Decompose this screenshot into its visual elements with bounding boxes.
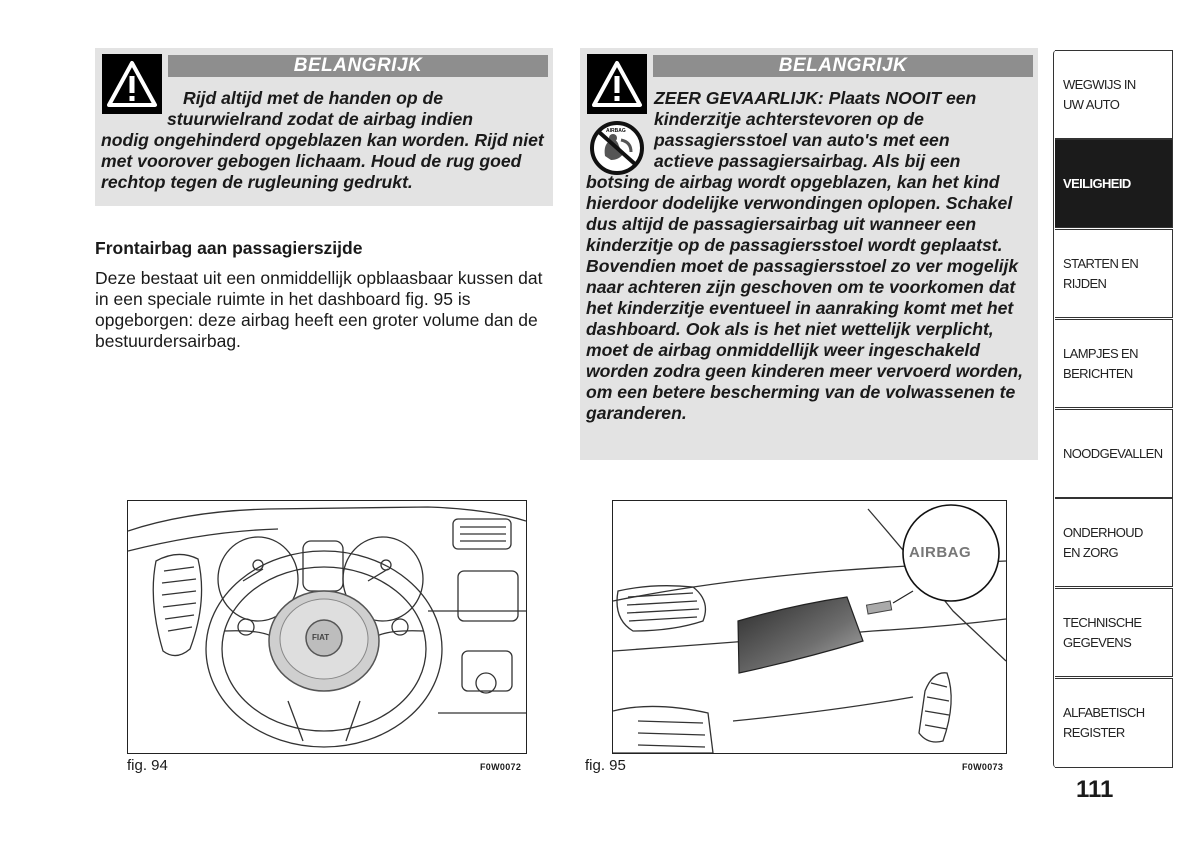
left-warning-line2: stuurwielrand zodat de airbag indien xyxy=(167,109,473,129)
figure-94-steering-wheel xyxy=(127,500,527,754)
figure-94-label: fig. 94 xyxy=(127,757,168,774)
figure-95-label: fig. 95 xyxy=(585,757,626,774)
dashboard-airbag-illustration xyxy=(613,501,1006,753)
tab-label: VEILIGHEID xyxy=(1063,175,1131,191)
fiat-logo-text: FIAT xyxy=(312,633,330,642)
tab-noodgevallen[interactable] xyxy=(1055,409,1173,498)
right-warning-line3: passagiersstoel van auto's met een xyxy=(654,130,950,150)
tab-lampjes[interactable] xyxy=(1055,319,1173,408)
tab-label: TECHNISCHE GEGEVENS xyxy=(1063,614,1142,650)
right-warning-rest: botsing de airbag wordt opgeblazen, kan het kind hierdoor dodelijke verwondingen oplopen. Schakel dus altijd de passagiersairbag uit wanneer een kinderzitje op de passagiersstoel wordt geplaatst. Bovendien moet de passagiersstoel zo ver mogelijk naar achteren zijn geschoven om te voorkomen dat het kinderzitje eventueel in aanraking komt met het dashboard. Ook als is het niet wettelijk verplicht, moet de airbag onmiddellijk weer ingeschakeld worden zodra geen kinderen meer vervoerd worden, om een betere bescherming van de volwassenen te garanderen. xyxy=(586,172,1024,423)
figure-95-code: F0W0073 xyxy=(962,762,1004,772)
tab-label: LAMPJES EN BERICHTEN xyxy=(1063,345,1138,381)
left-warning-text xyxy=(101,88,551,193)
tab-alfabetisch[interactable] xyxy=(1055,678,1173,768)
left-warning-box xyxy=(95,48,553,206)
tab-onderhoud[interactable] xyxy=(1055,498,1173,587)
section-title: Frontairbag aan passagierszijde xyxy=(95,238,363,258)
tab-label: ONDERHOUD EN ZORG xyxy=(1063,524,1143,560)
left-warning-heading: BELANGRIJK xyxy=(168,55,548,77)
tab-label: ALFABETISCH REGISTER xyxy=(1063,705,1145,740)
figure-95-passenger-airbag xyxy=(612,500,1007,754)
right-warning-box xyxy=(580,48,1038,460)
tab-technische[interactable] xyxy=(1055,588,1173,677)
tab-wegwijs[interactable] xyxy=(1055,50,1173,139)
page-number: 111 xyxy=(1076,776,1114,803)
right-warning-heading: BELANGRIJK xyxy=(653,55,1033,77)
left-warning-rest: nodig ongehinderd opgeblazen kan worden. Rijd niet met voorover gebogen lichaam. Houd de rug goed rechtop tegen de rugleuning gedrukt. xyxy=(101,130,544,192)
steering-wheel-illustration xyxy=(128,501,526,753)
tab-veiligheid[interactable] xyxy=(1055,139,1173,228)
figure-94-code: F0W0072 xyxy=(480,762,522,772)
section-body: Deze bestaat uit een onmiddellijk opblaasbaar kussen dat in een speciale ruimte in het dashboard fig. 95 is opgeborgen: deze airbag heeft een groter volume dan de bestuurdersairbag. xyxy=(95,268,543,351)
left-warning-line1: Rijd altijd met de handen op de xyxy=(183,88,444,108)
airbag-callout-label: AIRBAG xyxy=(909,544,972,561)
right-warning-line1: ZEER GEVAARLIJK: Plaats NOOIT een xyxy=(654,88,977,108)
tab-label: STARTEN EN RIJDEN xyxy=(1063,255,1139,291)
tab-starten[interactable] xyxy=(1055,229,1173,318)
no-child-seat-badge-text: AIRBAG xyxy=(606,128,626,134)
tab-label: NOODGEVALLEN xyxy=(1063,445,1163,461)
right-warning-text xyxy=(586,88,1038,424)
right-warning-line2: kinderzitje achterstevoren op de xyxy=(654,109,924,129)
right-warning-line4: actieve passagiersairbag. Als bij een xyxy=(654,151,961,171)
tab-label: WEGWIJS IN UW AUTO xyxy=(1063,76,1136,112)
